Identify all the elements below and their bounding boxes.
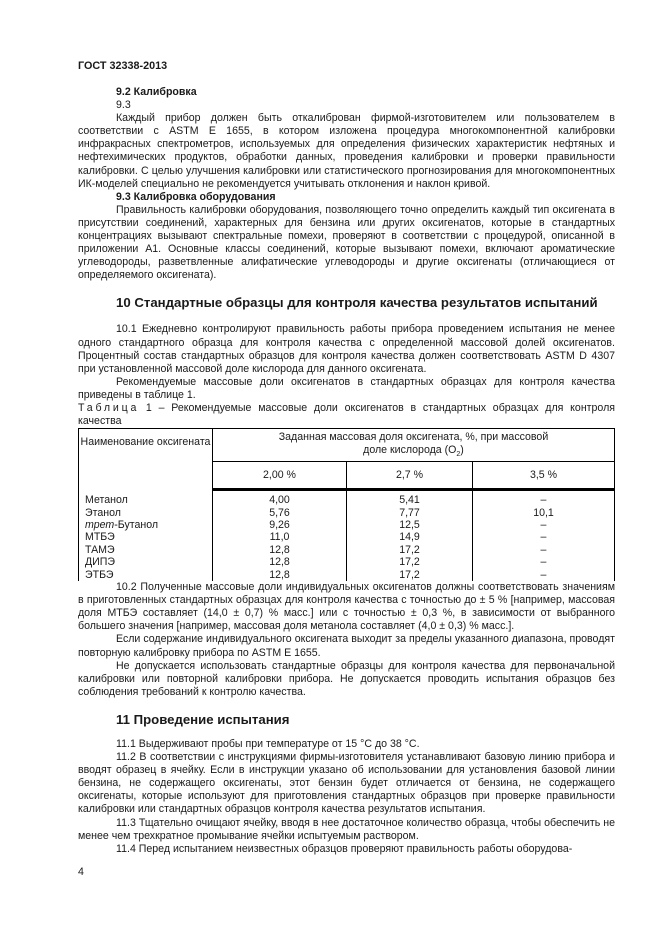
oxygenate-name: ТАМЭ [79,544,213,556]
cell-value: 9,26 [213,519,347,531]
cell-value: 14,9 [347,531,473,543]
cell-value: 5,41 [347,490,473,507]
cell-value: 7,77 [347,507,473,519]
cell-value: 12,8 [213,556,347,568]
cell-value: 4,00 [213,490,347,507]
cell-value: – [473,490,615,507]
table-row [79,507,615,519]
oxygenate-name: МТБЭ [79,531,213,543]
paragraph-11-2: 11.2 В соответствии с инструкциями фирмы-изготовителя устанавливают базовую линию прибора и вводят образец в ячейку. Если в инструкции указано об использовании для установления базовой линии бензина, не содержащего оксигенаты, этот бензин будет отличается от бензина, не содержащего оксигенаты, которые используют для приготовления стандартных образцов при проверке правильности калибровки или стандартных образцов контроля качества результатов испытания. [78,751,615,816]
column-group-header [213,429,615,462]
table-row [79,569,615,581]
cell-value: – [473,544,615,556]
cell-value: 12,8 [213,544,347,556]
section-9-3-text: Правильность калибровки оборудования, позволяющего точно определить каждый тип оксигената в присутствии соединений, характерных для бензина или других оксигенатов, которые в стандартных концентрациях вызывают спектральные помехи, проверяют в соответствии с процедурой, описанной в приложении А1. Основные классы соединений, которые вызывают помехи, включают ароматические углеводороды, разветвленные алифатические углеводороды и другие оксигенаты (отличающиеся от определяемого оксигената). [78,203,615,282]
table-label: Таблица [78,401,140,414]
cell-value: 17,2 [347,544,473,556]
section-9-3-number: 9.3 [116,99,131,112]
oxygenate-table [78,428,615,581]
o2-subscript: 2 [456,451,461,459]
cell-value: 17,2 [347,569,473,581]
section-11-title: 11 Проведение испытания [116,711,290,727]
oxygenate-name: Метанол [79,490,213,507]
section-9-3-title: 9.3 Калибровка оборудования [116,190,276,203]
paragraph-recommended: Рекомендуемые массовые доли оксигенатов в стандартных образцах для контроля качества приведены в таблице 1. [78,375,615,401]
column-header-3-5: 3,5 % [473,462,615,490]
table-caption [78,402,615,428]
cell-value: – [473,531,615,543]
document-header: ГОСТ 32338-2013 [78,60,168,72]
table-row [79,531,615,543]
cell-value: – [473,569,615,581]
cell-value: – [473,519,615,531]
table-row [79,544,615,556]
paragraph-11-4: 11.4 Перед испытанием неизвестных образцов проверяют правильность работы оборудова- [116,842,573,855]
paragraph-11-3: 11.3 Тщательно очищают ячейку, вводя в нее достаточное количество образца, чтобы обеспечить не менее чем трехкратное промывание ячейки испытуемым раствором. [78,816,615,842]
cell-value: 10,1 [473,507,615,519]
paragraph-10-2: 10.2 Полученные массовые доли индивидуальных оксигенатов должны соответствовать значениям в приготовленных стандартных образцах для контроля качества с точностью до ± 5 % [например, массовая доля МТБЭ составляет (14,0 ± 0,7) % масс.] или с точностью ± 0,3 %, в зависимости от выбранного большего значения [например, массовая доля метанола составляет (4,0 ± 0,3) % масс.]. [78,581,615,633]
table-row [79,519,615,531]
group-header-end: ) [460,444,464,457]
cell-value: 5,76 [213,507,347,519]
cell-value: 17,2 [347,556,473,568]
oxygenate-name: Этанол [79,507,213,519]
section-9-2-title: 9.2 Калибровка [116,86,197,98]
cell-value: 12,8 [213,569,347,581]
column-header-name: Наименование оксигената [79,429,213,490]
page-content [78,86,615,856]
table-row [79,490,615,507]
name-prefix-italic: трет [85,519,115,532]
section-10-title: 10 Стандартные образцы для контроля качества результатов испытаний [116,295,598,311]
table-row [79,556,615,568]
group-header-line1: Заданная массовая доля оксигената, %, при массовой [278,431,549,444]
cell-value: 11,0 [213,531,347,543]
section-9-2-text: Каждый прибор должен быть откалиброван фирмой-изготовителем или пользователем в соответствии с ASTM E 1655, в котором изложена процедура многокомпонентной калибровки инфракрасных спектрометров, используемых для определения физических характеристик нефтяных и нефтехимических продуктов, обработки данных, проведения калибровки и проверки правильности калибровки. С целью улучшения калибровки или статистического прогнозирования для многокомпонентных ИК-моделей специально не рекомендуется учитывать отклонения и наклон кривой. [78,112,615,190]
paragraph-not-allowed: Не допускается использовать стандартные образцы для контроля качества для первоначальной калибровки или повторной калибровки прибора. Не допускается проводить испытания образцов без соблюдения требований к контролю качества. [78,659,615,698]
oxygenate-name: трет-Бутанол [79,519,213,531]
column-header-2-7: 2,7 % [347,462,473,490]
oxygenate-name: ЭТБЭ [79,569,213,581]
cell-value: – [473,556,615,568]
paragraph-recalibration: Если содержание индивидуального оксигената выходит за пределы указанного диапазона, проводят повторную калибровку прибора по ASTM E 1655. [78,633,615,659]
group-header-line2: доле кислорода (O [363,444,457,457]
page-number: 4 [78,866,84,878]
column-header-2-00: 2,00 % [213,462,347,490]
paragraph-11-1: 11.1 Выдерживают пробы при температуре от 15 °С до 38 °С. [116,737,420,750]
oxygenate-name: ДИПЭ [79,556,213,568]
cell-value: 12,5 [347,519,473,531]
table-caption-text: 1 – Рекомендуемые массовые доли оксигенатов в стандартных образцах для контроля качества [78,401,615,428]
paragraph-10-1: 10.1 Ежедневно контролируют правильность работы прибора проведением испытания не менее одного стандартного образца для контроля качества с определенной массовой долей оксигенатов. Процентный состав стандартных образцов для контроля качества должен соответствовать ASTM D 4307 при установленной массовой доле кислорода для данного оксигената. [78,323,615,375]
